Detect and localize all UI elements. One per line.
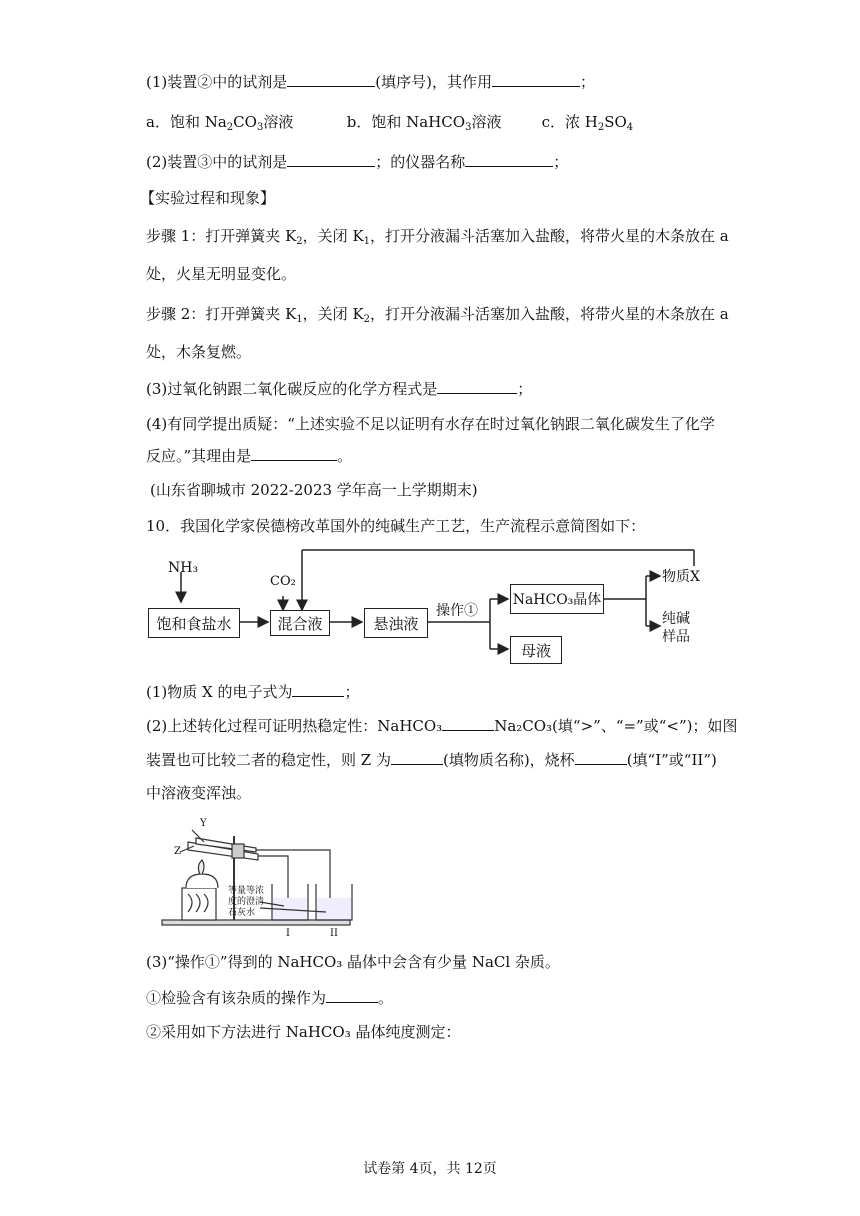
nh3-label: NH₃ [168,560,199,576]
box-brine: 饱和食盐水 [148,608,240,638]
answer-blank[interactable] [287,152,375,167]
box-mix: 混合液 [270,610,330,636]
co2-label: CO₂ [270,574,296,589]
q10-part3-sub1: ①检验含有该杂质的操作为 。 [146,989,394,1007]
section-heading: 【实验过程和现象】 [140,189,276,207]
answer-blank[interactable] [391,750,443,765]
product-x-label: 物质X [662,569,700,585]
q10-part1: (1)物质 X 的电子式为 ； [146,683,360,701]
step2-line1: 步骤 2：打开弹簧夹 $K_1$，关闭 $K_2$，打开分液漏斗活塞加入盐酸，将带火星的木条放在 a [146,305,729,325]
answer-blank[interactable] [251,446,337,461]
answer-blank[interactable] [292,682,344,697]
page-footer: 试卷第 4页，共 12页 [363,1161,497,1177]
step1-line2: 处，火星无明显变化。 [146,265,297,283]
answer-blank[interactable] [492,72,580,87]
apparatus-figure [160,816,360,946]
option-a: a．饱和 $Na_2CO_3$溶液 [146,113,294,133]
q9-part2-text-c: ； [553,153,569,171]
box-suspension: 悬浊液 [364,608,428,638]
label-beaker-ii: II [330,928,338,939]
answer-blank[interactable] [437,379,517,394]
q9-part1 [146,72,595,92]
option-c: c．浓 $H_2SO_4$ [541,113,634,133]
label-y: Y [200,818,207,829]
label-limewater: 等量等浓 度的澄清 石灰水 [228,886,265,918]
flow-chart [146,546,726,676]
source-note: (山东省聊城市 2022-2023 学年高一上学期期末) [150,481,478,499]
soda-label-1: 纯碱 [662,611,690,627]
q9-part2-text: (2)装置③中的试剂是 [146,153,288,171]
q10-part2-line2: 装置也可比较二者的稳定性，则 Z 为 (填物质名称)，烧杯 (填“I”或“II”) [146,751,717,769]
q10-part2-line3: 中溶液变浑浊。 [146,784,252,802]
q10-intro: 10．我国化学家侯德榜改革国外的纯碱生产工艺，生产流程示意简图如下： [146,517,646,535]
q9-part1-text-c: ； [579,73,595,91]
q9-part1-text: (1)装置②中的试剂是 [146,73,288,91]
soda-label-2: 样品 [662,629,690,645]
label-beaker-i: I [286,928,290,939]
option-b: b．饱和 NaHCO$_3$溶液 [346,113,502,133]
apparatus-drawing [160,816,360,946]
step1-line1: 步骤 1：打开弹簧夹 $K_2$，关闭 $K_1$，打开分液漏斗活塞加入盐酸，将带火星的木条放在 a [146,227,729,247]
answer-blank[interactable] [442,716,494,731]
box-crystal: NaHCO₃晶体 [510,584,604,614]
answer-blank[interactable] [326,988,378,1003]
answer-blank[interactable] [575,750,627,765]
q9-part4-line1: (4)有同学提出质疑：“上述实验不足以证明有水存在时过氧化钠跟二氧化碳发生了化学 [146,415,715,433]
q9-part2-text-b: ；的仪器名称 [375,153,466,171]
q10-part3-sub2: ②采用如下方法进行 NaHCO₃ 晶体纯度测定： [146,1023,461,1041]
q9-part3: (3)过氧化钠跟二氧化碳反应的化学方程式是 ； [146,380,533,398]
box-mother-liquor: 母液 [510,636,562,664]
label-z: Z [174,846,181,857]
q10-part2-line1: (2)上述转化过程可证明热稳定性：NaHCO₃ Na₂CO₃(填“>”、“=”或“<”)；如图 [146,717,738,735]
q9-part4-line2: 反应。”其理由是 。 [146,447,353,465]
q10-part3: (3)“操作①”得到的 NaHCO₃ 晶体中会含有少量 NaCl 杂质。 [146,953,560,971]
operation-1-label: 操作① [436,603,478,619]
step2-line2: 处，木条复燃。 [146,343,252,361]
answer-blank[interactable] [287,72,375,87]
answer-blank[interactable] [465,152,553,167]
q9-options [146,112,633,132]
q9-part1-text-b: (填序号)，其作用 [375,73,492,91]
q9-part2 [146,152,568,172]
